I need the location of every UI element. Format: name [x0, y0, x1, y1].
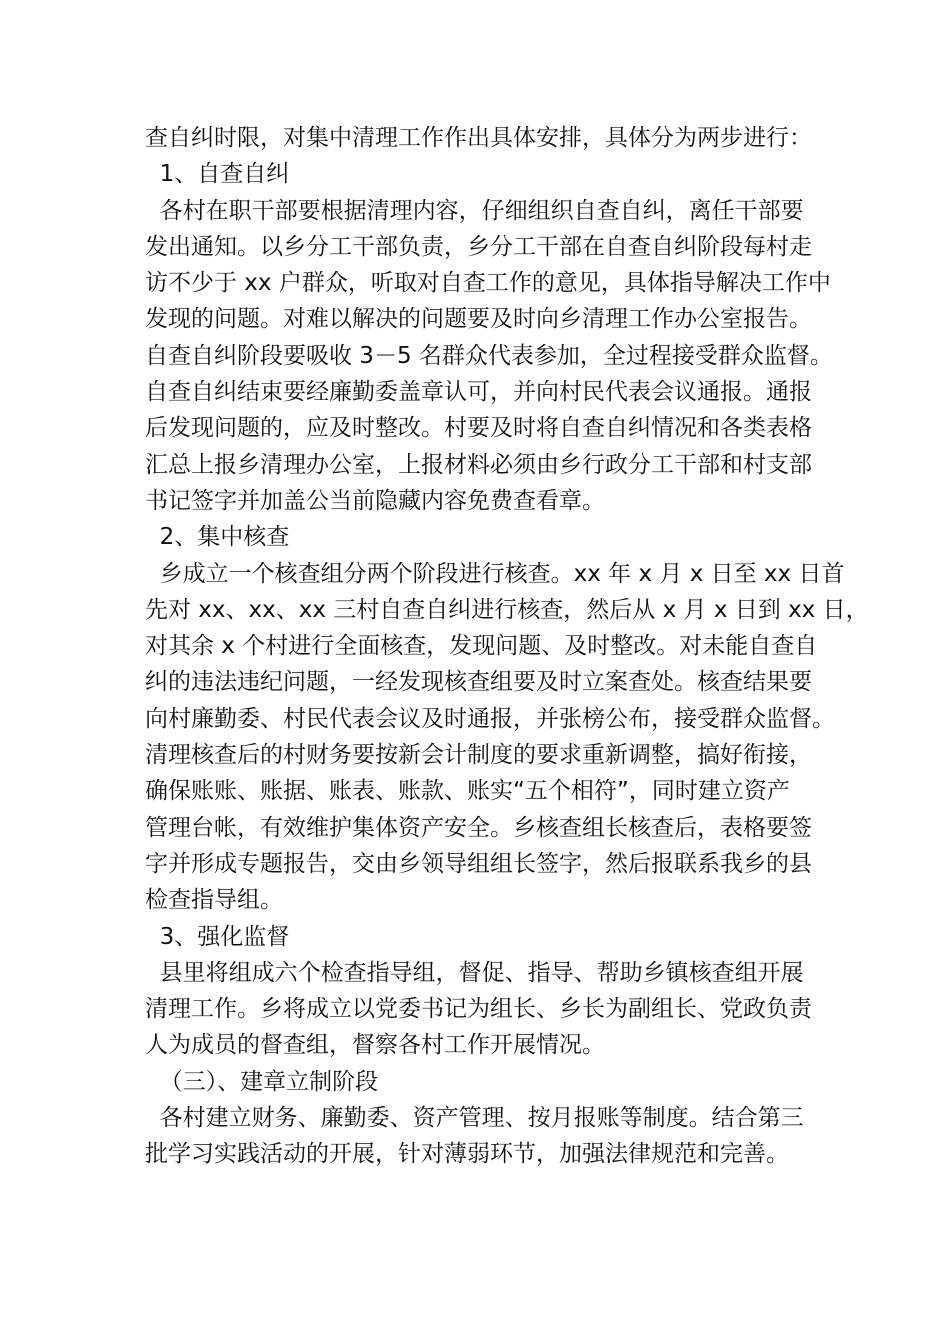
section-heading: 1、自查自纠: [145, 161, 290, 188]
text-line: 后发现问题的，应及时整改。村要及时将自查自纠情况和各类表格: [145, 415, 812, 442]
text-line: 字并形成专题报告，交由乡领导组组长签字，然后报联系我乡的县: [145, 850, 812, 877]
section-heading: （三）、建章立制阶段: [145, 1068, 379, 1095]
text-line: 县里将组成六个检查指导组，督促、指导、帮助乡镇核查组开展: [145, 959, 804, 986]
text-line: 各村在职干部要根据清理内容，仔细组织自查自纠，离任干部要: [145, 197, 804, 224]
text-line: 纠的违法违纪问题，一经发现核查组要及时立案查处。核查结果要: [145, 669, 812, 696]
text-line: 检查指导组。: [145, 887, 283, 914]
text-line: 清理工作。乡将成立以党委书记为组长、乡长为副组长、党政负责: [145, 996, 812, 1023]
document-body: [145, 120, 869, 1173]
text-line: 向村廉勤委、村民代表会议及时通报，并张榜公布，接受群众监督。: [145, 705, 835, 732]
text-line: 管理台帐，有效维护集体资产安全。乡核查组长核查后，表格要签: [145, 814, 812, 841]
text-line: 先对 xx、xx、xx 三村自查自纠进行核查，然后从 x 月 x 日到 xx 日，: [145, 596, 869, 623]
text-line: 对其余 x 个村进行全面核查，发现问题、及时整改。对未能自查自: [145, 633, 818, 660]
text-line: 自查自纠阶段要吸收 3－5 名群众代表参加，全过程接受群众监督。: [145, 342, 833, 369]
text-line: 汇总上报乡清理办公室，上报材料必须由乡行政分工干部和村支部: [145, 451, 812, 478]
text-line: 人为成员的督查组，督察各村工作开展情况。: [145, 1032, 605, 1059]
text-line: 各村建立财务、廉勤委、资产管理、按月报账等制度。结合第三: [145, 1105, 804, 1132]
text-line: 查自纠时限，对集中清理工作作出具体安排，具体分为两步进行：: [145, 125, 812, 151]
text-line: 访不少于 xx 户群众，听取对自查工作的意见，具体指导解决工作中: [145, 270, 831, 297]
text-line: 清理核查后的村财务要按新会计制度的要求重新调整，搞好衔接，: [145, 742, 812, 769]
section-heading: 2、集中核查: [145, 524, 290, 551]
text-line: 自查自纠结束要经廉勤委盖章认可，并向村民代表会议通报。通报: [145, 379, 812, 406]
text-line: 书记签字并加盖公当前隐藏内容免费查看章。: [145, 487, 605, 514]
text-line: 批学习实践活动的开展，针对薄弱环节，加强法律规范和完善。: [145, 1141, 789, 1168]
text-line: 确保账账、账据、账表、账款、账实“五个相符”，同时建立资产: [145, 778, 790, 805]
section-heading: 3、强化监督: [145, 923, 290, 950]
text-line: 发出通知。以乡分工干部负责，乡分工干部在自查自纠阶段每村走: [145, 233, 812, 260]
text-line: 发现的问题。对难以解决的问题要及时向乡清理工作办公室报告。: [145, 306, 812, 333]
text-line: 乡成立一个核查组分两个阶段进行核查。xx 年 x 月 x 日至 xx 日首: [145, 560, 845, 587]
